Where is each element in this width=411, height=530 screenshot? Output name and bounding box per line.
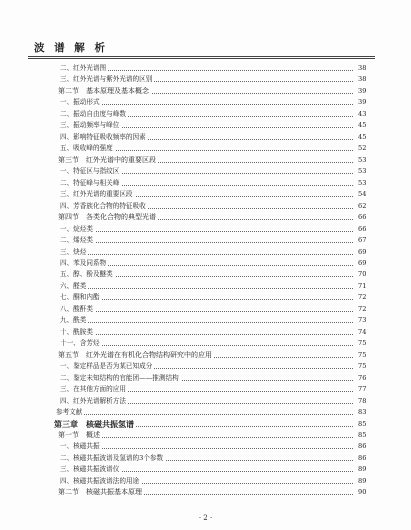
dot-leader (60, 288, 353, 289)
dot-leader (60, 448, 353, 449)
toc-entry-page: 72 (358, 304, 367, 313)
toc-entry-title: 第五节 红外光谱在有机化合物结构研究中的应用 (58, 350, 214, 361)
toc-entry (0, 97, 411, 108)
toc-entry-page: 45 (358, 121, 367, 130)
toc-entry-title: 二、烯烃类 (60, 235, 95, 246)
toc-entry (0, 224, 411, 235)
toc-entry (0, 201, 411, 212)
toc-entry-title: 九、酰类 (60, 315, 88, 326)
toc-entry-page: 45 (358, 132, 367, 141)
toc-entry-page: 85 (358, 419, 367, 428)
toc-entry-page: 69 (358, 247, 367, 256)
toc-entry-title: 三、红外光谱的重要区段 (60, 189, 135, 200)
toc-entry (0, 396, 411, 407)
toc-entry-title: 二、振动自由度与峰数 (60, 109, 128, 120)
toc-entry (0, 235, 411, 246)
toc-entry-title: 四、苯及同系物 (60, 258, 108, 269)
toc-entry-title: 三、在其他方面的应用 (60, 384, 128, 395)
toc-entry-page: 39 (358, 98, 367, 107)
toc-entry-page: 72 (358, 293, 367, 302)
toc-entry-page: 75 (358, 362, 367, 371)
toc-entry-title: 一、核磁共振 (60, 441, 102, 452)
toc-entry-page: 53 (358, 167, 367, 176)
toc-entry-page: 38 (358, 64, 367, 72)
toc-entry-page: 52 (358, 144, 367, 153)
toc-entry (0, 384, 411, 395)
toc-entry-page: 73 (358, 316, 367, 325)
table-of-contents (0, 63, 411, 499)
toc-entry (0, 155, 411, 166)
dot-leader (60, 254, 353, 255)
toc-entry-page: 62 (358, 201, 367, 210)
toc-entry-page: 53 (358, 178, 367, 187)
toc-entry-page: 38 (358, 75, 367, 84)
toc-entry-title: 四、影响特征吸收频率的因素 (60, 132, 148, 143)
toc-entry-title: 五、吸收峰的强度 (60, 143, 115, 154)
toc-entry-page: 83 (358, 408, 367, 417)
toc-entry-page: 66 (358, 213, 367, 222)
toc-entry-page: 66 (358, 224, 367, 233)
toc-entry (0, 189, 411, 200)
toc-entry-title: 二、红外光谱图 (60, 63, 108, 74)
toc-entry (0, 419, 411, 430)
dot-leader (60, 311, 353, 312)
toc-entry-title: 一、特征区与指纹区 (60, 166, 121, 177)
dot-leader (60, 104, 353, 105)
toc-entry-title: 六、醛类 (60, 281, 88, 292)
toc-entry-title: 参考文献 (56, 407, 84, 418)
toc-entry-page: 75 (358, 339, 367, 348)
toc-entry-page: 39 (358, 86, 367, 95)
toc-entry (0, 476, 411, 487)
dot-leader (60, 334, 353, 335)
toc-entry (0, 441, 411, 452)
toc-entry-title: 三、振动频率与峰位 (60, 120, 121, 131)
toc-entry-page: 67 (358, 236, 367, 245)
toc-entry (0, 63, 411, 74)
toc-entry (0, 453, 411, 464)
toc-entry-page: 75 (358, 350, 367, 359)
toc-entry-title: 第四节 各类化合物的典型光谱 (58, 212, 158, 223)
toc-entry-title: 二、特征峰与相关峰 (60, 178, 121, 189)
toc-entry-page: 43 (358, 109, 367, 118)
toc-entry (0, 350, 411, 361)
toc-entry-title: 一、振动形式 (60, 97, 102, 108)
header-rule (28, 56, 375, 59)
toc-entry-page: 86 (358, 442, 367, 451)
toc-entry-title: 八、酸酐类 (60, 304, 95, 315)
toc-entry-page: 85 (358, 431, 367, 439)
toc-entry-title: 二、鉴定未知结构的官能团——推测结构 (60, 373, 181, 384)
running-header: 波 谱 解 析 (34, 42, 108, 54)
toc-entry-title: 三、红外光谱与紫外光谱的区别 (60, 74, 154, 85)
toc-entry-page: 78 (358, 396, 367, 405)
toc-entry-title: 十、酰胺类 (60, 327, 95, 338)
toc-entry (0, 178, 411, 189)
toc-entry-title: 第三节 红外光谱中的重要区段 (58, 155, 158, 166)
toc-entry-page: 54 (358, 190, 367, 199)
dot-leader (60, 345, 353, 346)
toc-entry (0, 132, 411, 143)
toc-entry (0, 361, 411, 372)
toc-entry (0, 269, 411, 280)
toc-entry-page: 53 (358, 155, 367, 164)
toc-entry (0, 315, 411, 326)
toc-entry-page: 90 (358, 488, 367, 497)
toc-entry (0, 464, 411, 475)
toc-entry (0, 74, 411, 85)
toc-entry-title: 一、烷烃类 (60, 224, 95, 235)
toc-entry-page: 69 (358, 258, 367, 267)
toc-entry (0, 487, 411, 498)
toc-entry-title: 四、红外光谱解析方法 (60, 396, 128, 407)
toc-entry-title: 五、醇、酚及醚类 (60, 269, 115, 280)
dot-leader (60, 299, 353, 300)
toc-entry-title: 十一、含芳烃 (60, 338, 102, 349)
toc-entry (0, 304, 411, 315)
toc-entry (0, 109, 411, 120)
toc-entry-page: 89 (358, 476, 367, 485)
toc-entry-title: 三、核磁共振波谱仪 (60, 464, 121, 475)
toc-entry-title: 第一节 概述 (58, 430, 102, 441)
toc-entry (0, 212, 411, 223)
toc-entry (0, 338, 411, 349)
toc-entry (0, 327, 411, 338)
toc-entry (0, 143, 411, 154)
toc-entry-page: 74 (358, 327, 367, 336)
toc-entry-page: 70 (358, 270, 367, 279)
toc-entry-title: 第二节 核磁共振基本原理 (58, 487, 144, 498)
toc-entry (0, 373, 411, 384)
dot-leader (60, 242, 353, 243)
toc-entry (0, 86, 411, 97)
toc-entry (0, 120, 411, 131)
toc-entry-title: 第二节 基本原理及基本概念 (58, 86, 151, 97)
toc-entry (0, 258, 411, 269)
toc-entry (0, 430, 411, 441)
toc-entry (0, 292, 411, 303)
toc-entry-title: 三、炔烃 (60, 247, 88, 258)
toc-entry-title: 第三章 核磁共振氢谱 (54, 418, 134, 429)
dot-leader (58, 437, 353, 438)
page-number: · 2 · (198, 514, 213, 522)
dot-leader (60, 322, 353, 323)
toc-entry-title: 四、核磁共振波谱法的用途 (60, 476, 141, 487)
toc-entry-page: 71 (358, 281, 367, 290)
toc-entry-title: 七、酮和内酯 (60, 292, 102, 303)
toc-entry-title: 二、核磁共振波谱及氢谱的3个参数 (60, 453, 165, 464)
toc-entry (0, 407, 411, 418)
toc-entry (0, 281, 411, 292)
dot-leader (60, 231, 353, 232)
toc-entry-title: 四、芳香族化合物的特征吸收 (60, 201, 148, 212)
toc-entry-title: 一、鉴定样品是否为某已知成分 (60, 361, 154, 372)
toc-entry-page: 86 (358, 453, 367, 462)
toc-entry-page: 77 (358, 385, 367, 394)
dot-leader (56, 414, 353, 415)
toc-entry (0, 166, 411, 177)
toc-entry-page: 76 (358, 373, 367, 382)
toc-entry-page: 89 (358, 465, 367, 474)
toc-entry (0, 247, 411, 258)
